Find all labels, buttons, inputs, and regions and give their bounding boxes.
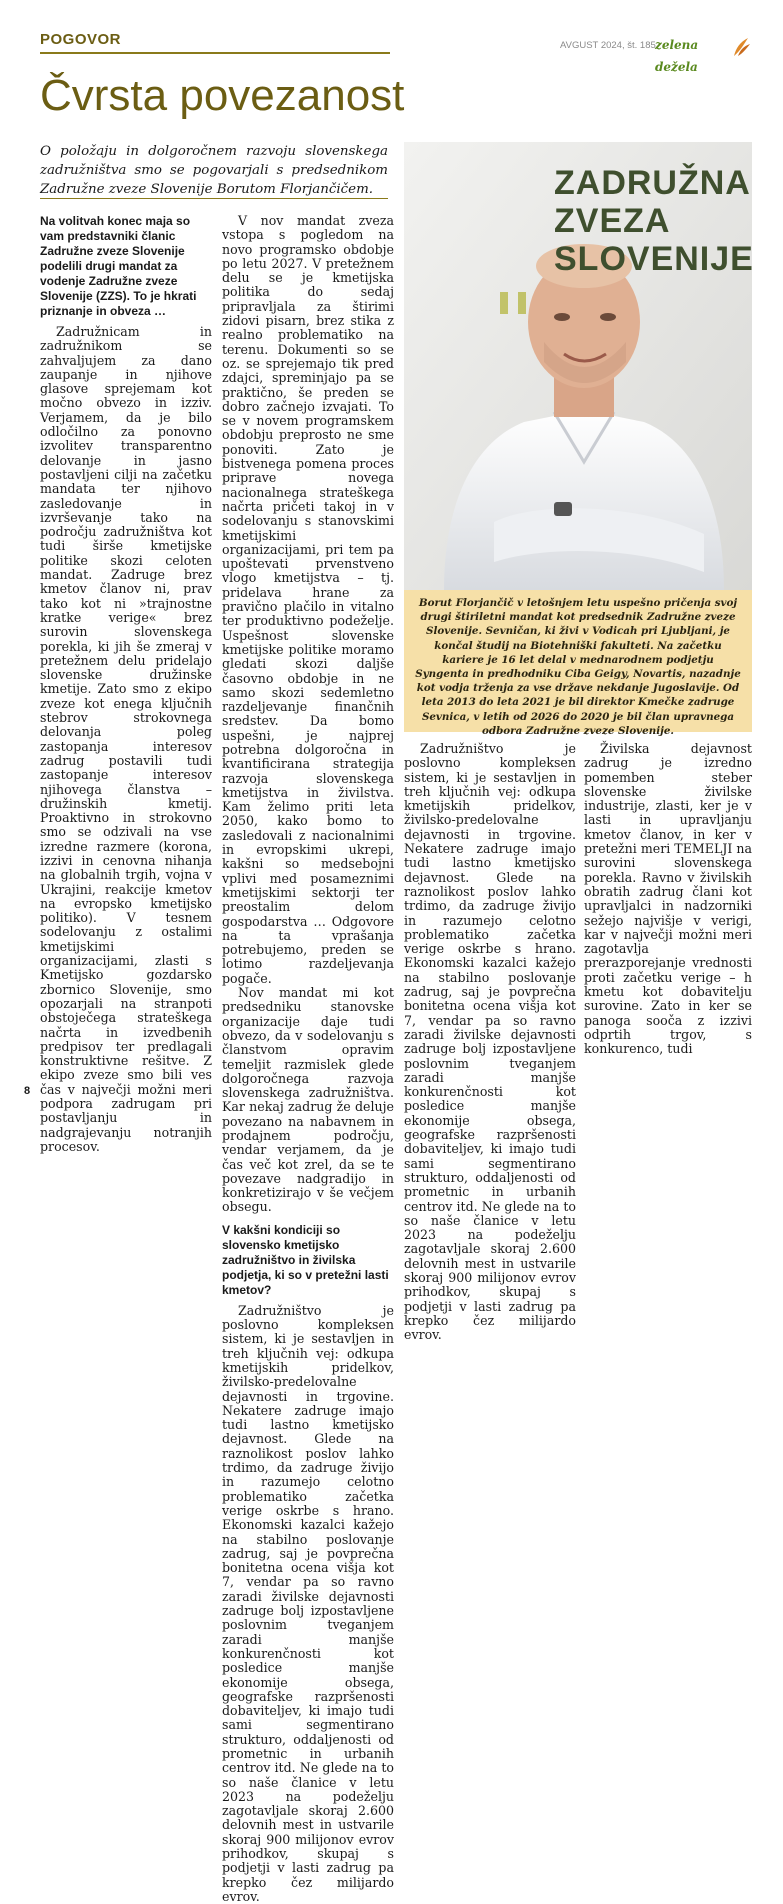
column-2	[222, 213, 394, 1904]
paragraph: Živilska dejavnost zadrug je izredno pomemben steber slovenske živilske industrije, zlasti, ker je v lasti in upravljanju kmetov članov, in ker v pretežni meri TEMELJI na surovini slovenskega porekla. Ravno v živilskih obratih zadrug člani kot upravljalci in nadzorniki sežejo najvišje v verigi, kar v največji možni meri zagotavlja prerazporejanje vrednosti proti začetku verige – h kmetu kot dobavitelju surovine. Zato in ker se panoga sooča z izzivi odprtih trgov, s konkurenco, tudi	[584, 741, 752, 1057]
sign-lettering	[554, 164, 754, 278]
sign-line: ZVEZA	[554, 202, 671, 240]
column-4	[584, 742, 752, 1084]
column-3	[404, 741, 576, 1343]
sign-line: SLOVENIJE	[554, 240, 754, 278]
wheat-leaf-icon	[730, 34, 752, 58]
article-title: Čvrsta povezanost	[40, 71, 405, 120]
section-label: POGOVOR	[40, 30, 390, 54]
portrait-photo	[404, 142, 752, 590]
paragraph: Zadružništvo je poslovno kompleksen sistem, ki je sestavljen in treh ključnih vej: odkupa kmetijskih pridelkov, živilsko-predelovalne dejavnosti in trgovine. Nekatere zadruge imajo tudi lastno kmetijsko dejavnost. Glede na raznolikost poslov lahko trdimo, da zadruge živijo in razumejo celotno problematiko začetka verige oskrbe s hrano. Ekonomski kazalci kažejo na stabilno poslovanje zadrug, saj je povprečna bonitetna ocena višja kot 7, vendar pa so ravno zaradi živilske dejavnosti zadruge bolj izpostavljene poslovnim tveganjem zaradi manjše konkurenčnosti kot posledice manjše ekonomije obsega, geografske razpršenosti dobaviteljev, ki imajo tudi sami segmentirano strukturo, oddaljenosti od prometnic in urbanih centrov itd. Ne glede na to so naše članice v letu 2023 na podeželju zagotavljale skoraj 2.600 delovnih mest in ustvarile skoraj 900 milijonov evrov prihodkov, skupaj s podjetji v lasti zadrug pa krepko čez milijardo evrov.	[222, 1302, 394, 1904]
column-1	[40, 214, 212, 1154]
paragraph: V nov mandat zveza vstopa s pogledom na novo programsko obdobje po letu 2027. V pretežnem delu se je kmetijska politika do sedaj pripravljala za štirimi zidovi pisarn, brez stika z realno problematiko na terenu. Dokumenti so se oz. se sprejemajo tik pred zdajci, spreminjajo pa se praktično, še preden se dobro začnejo izvajati. To se v novem programskem obdobju preprosto ne sme ponoviti. Zato je bistvenega pomena proces priprave novega nacionalnega strateškega načrta pričeti takoj in v sodelovanju s stanovskimi kmetijskimi organizacijami, pri tem pa upoštevati prvenstveno vlogo kmetijstva – tj. pridelava hrane za pravično plačilo in vitalno ter produktivno podeželje. Uspešnost slovenske kmetijske politike moramo gledati skozi daljše časovno obdobje in ne samo skozi sedemletno razdeljevanje finančnih sredstev. Da bomo uspešni, je najprej potrebna dolgoročna in kvantificirana strategija razvoja slovenskega kmetijstva in živilstva. Kam želimo priti leta 2050, kako bomo to zasledovali z nacionalnimi in evropskimi ukrepi, kakšni so medsebojni vplivi med posameznimi kmetijskimi sektorji ter preostalim delom gospodarstva … Odgovore na ta vprašanja potrebujemo, preden se lotimo razdeljevanja pogače.	[222, 213, 394, 986]
page-number: 8	[24, 1085, 31, 1097]
paragraph: Nov mandat mi kot predsedniku stanovske organizacije daje tudi obvezo, da v sodelovanju s članstvom opravim temeljit razmislek glede dolgoročnega razvoja slovenskega zadružništva. Kar nekaj zadrug že deluje povezano na nabavnem in prodajnem področju, vendar verjamem, da je čas več kot zrel, da se te povezave nadgradijo in konkretizirajo v še večjem obsegu.	[222, 985, 394, 1215]
paragraph-continued: Zadružništvo je poslovno kompleksen sistem, ki je sestavljen in treh ključnih vej: odkupa kmetijskih pridelkov, živilsko-predelovalne dejavnosti in trgovine. Nekatere zadruge imajo tudi lastno kmetijsko dejavnost. Glede na raznolikost poslov lahko trdimo, da zadruge živijo in razumejo celotno problematiko začetka verige oskrbe s hrano. Ekonomski kazalci kažejo na stabilno poslovanje zadrug, saj je povprečna bonitetna ocena višja kot 7, vendar pa so ravno zaradi živilske dejavnosti zadruge bolj izpostavljene poslovnim tveganjem zaradi manjše konkurenčnosti kot posledice manjše ekonomije obsega, geografske razpršenosti dobaviteljev, ki imajo tudi sami segmentirano strukturo, oddaljenosti od prometnic in urbanih centrov itd. Ne glede na to so naše članice v letu 2023 na podeželju zagotavljale skoraj 2.600 delovnih mest in ustvarile skoraj 900 milijonov evrov prihodkov, skupaj s podjetji v lasti zadrug pa krepko čez milijardo evrov.	[404, 741, 576, 1343]
lead-divider	[40, 198, 388, 199]
brand-logo: zelena dežela	[655, 38, 699, 74]
question-heading: Na volitvah konec maja so vam predstavniki članic Zadružne zveze Slovenije podelili drugi mandat za vodenje Zadružne zveze Slovenije (ZZS). To je hkrati priznanje in obveza …	[40, 214, 197, 318]
photo-caption: Borut Florjančič v letošnjem letu uspešno pričenja svoj drugi štiriletni mandat kot predsednik Zadružne zveze Slovenije. Sevničan, ki živi v Vodicah pri Ljubljani, je končal študij na Biotehniški fakulteti. Na začetku kariere je 16 let delal v mednarodnem podjetju Syngenta in predhodniku Ciba Geigy, Novartis, nazadnje kot vodja trženja za vse države nekdanje Jugoslavije. Od leta 2013 do leta 2021 je bil direktor Kmečke zadruge Sevnica, v letih od 2026 do 2020 je bil član upravnega odbora Zadružne zveze Slovenije.	[404, 590, 752, 732]
paragraph: Zadružnicam in zadružnikom se zahvaljujem za dano zaupanje in njihove glasove sprejemam kot močno obvezo in izziv. Verjamem, da je bilo odločilno za ponovno izvolitev transparentno delovanje in jasno postavljeni cilji na začetku mandata ter njihovo zasledovanje in izvrševanje tako na področju zadružništva kot tudi širše kmetijske politike skozi celoten mandat. Zadruge brez kmetov članov ni, prav tako kot ni »trajnostne kratke verige« brez surovin slovenskega porekla, ki jih še zmeraj v pretežnem delu pridelajo slovenske družinske kmetije. Zato smo z ekipo zveze kot enega ključnih stebrov strokovnega delovanja poleg zastopanja interesov zadrug postavili tudi zastopanje interesov njihovega članstva – družinskih kmetij. Proaktivno in strokovno smo se odzivali na vse izredne razmere (korona, izzivi in cenovna nihanja na globalnih trgih, vojna v Ukrajini, reakcije kmetov na evropsko kmetijsko politiko). V tesnem sodelovanju z ostalimi kmetijskimi organizacijami, zlasti s Kmetijsko gozdarsko zbornico Slovenije, smo opozarjali na stranpoti obstoječega strateškega načrta in izvedbenih predpisov ter predlagali konstruktivne rešitve. Z ekipo zveze smo bili ves čas v največji možni meri podpora zadrugam pri postavljanju in nadgrajevanju notranjih procesov.	[40, 324, 212, 1154]
sign-line: ZADRUŽNA	[554, 164, 751, 202]
article-lead: O položaju in dolgoročnem razvoju slovenskega zadružništva smo se pogovarjali s predsednikom Zadružne zveze Slovenije Borutom Florjančičem.	[40, 144, 388, 197]
question-heading: V kakšni kondiciji so slovensko kmetijsko zadružništvo in živilska podjetja, ki so v pretežni lasti kmetov?	[222, 1222, 389, 1297]
issue-date: AVGUST 2024, št. 185	[560, 40, 656, 51]
